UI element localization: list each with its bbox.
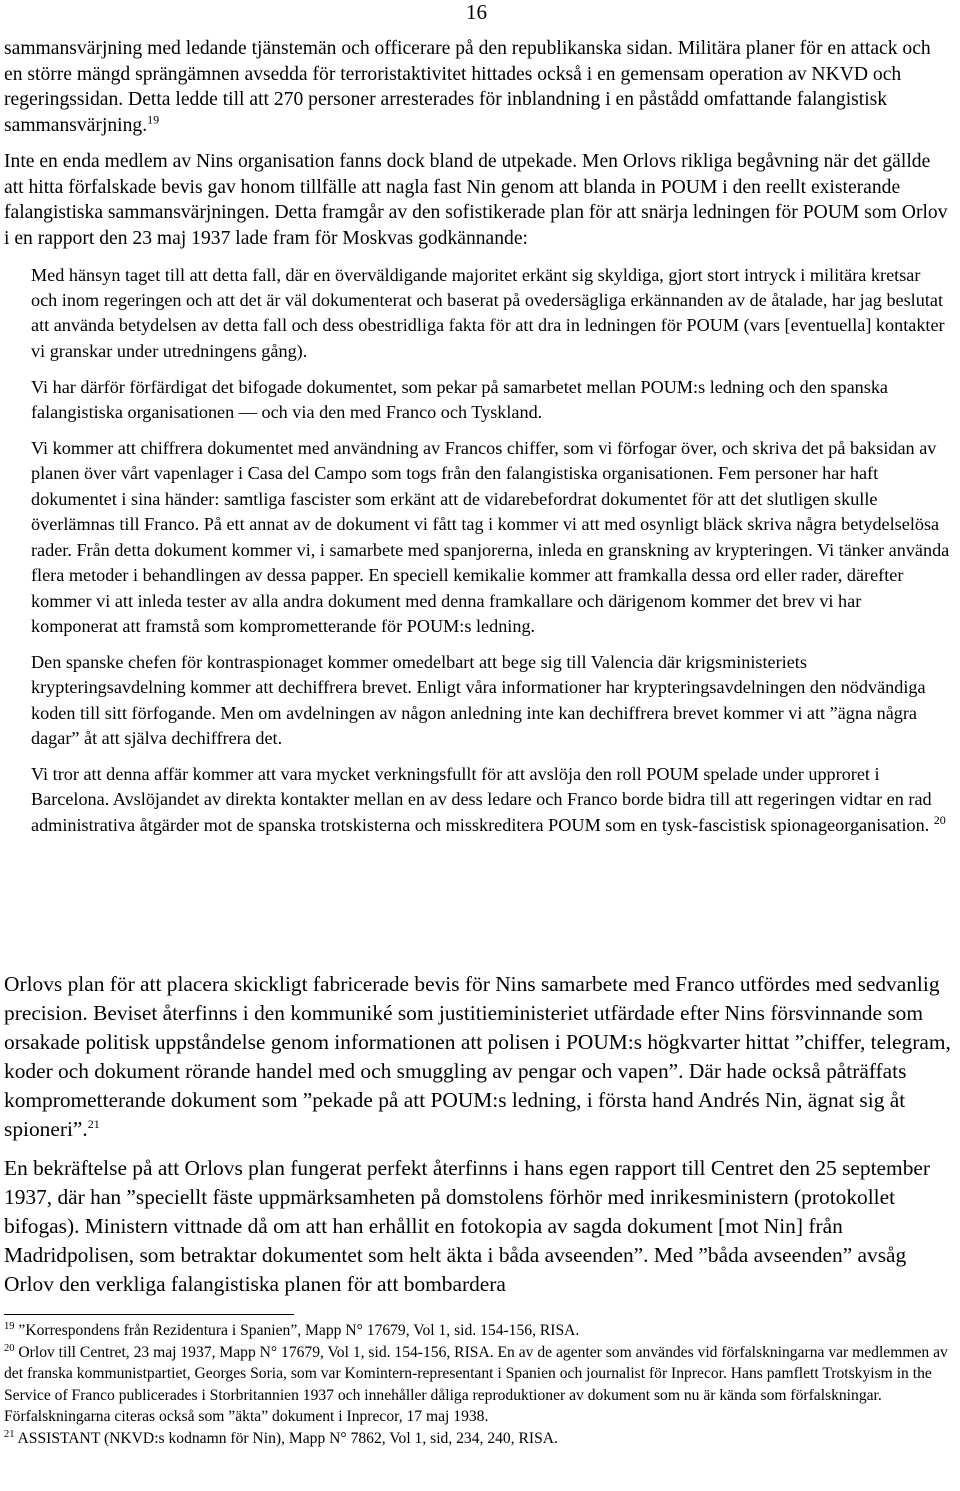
quote-paragraph: Med hänsyn taget till att detta fall, där en överväldigande majoritet erkänt sig skyldiga, gjort stort intryck i militära kretsar och inom regeringen och att det är väl dokumenterat och baserat på ovedersägliga erkännanden av de åtalade, har jag beslutat att använda betydelsen av detta fall och dess obestridliga fakta för att dra in ledningen för POUM (vars [eventuella] kontakter vi granskar under utredningens gång).	[31, 264, 945, 361]
quote-text: Vi tror att denna affär kommer att vara mycket verkningsfullt för att avslöja den roll POUM spelade under upproret i Barcelona. Avslöjandet av direkta kontakter mellan en av dess ledare och Franco borde bidra till att regeringen vidtar en rad administrativa åtgärder mot de spanska trotskisterna och misskreditera POUM som en tysk-fascistisk spionageorganisation.	[31, 763, 932, 835]
footnote	[4, 1342, 952, 1428]
main-text	[4, 36, 952, 849]
paragraph	[4, 36, 952, 139]
paragraph: Inte en enda medlem av Nins organisation fanns dock bland de utpekade. Men Orlovs rikliga begåvning när det gällde att hitta förfalskade bevis gav honom tillfälle att nagla fast Nin genom att blanda in POUM i den reellt existerande falangistiska sammansvärjningen. Detta framgår av den sofistikerade plan för att snärja ledningen för POUM som Orlov i en rapport den 23 maj 1937 lade fram för Moskvas godkännande:	[4, 150, 948, 249]
footnote-number: 19	[4, 1320, 15, 1332]
quote-paragraph: Vi har därför förfärdigat det bifogade dokumentet, som pekar på samarbetet mellan POUM:s ledning och den spanska falangistiska organisationen — och via den med Franco och Tyskland.	[31, 376, 888, 423]
paragraph	[4, 970, 952, 1143]
footnote-ref[interactable]: 19	[147, 112, 160, 127]
footnote-text: ASSISTANT (NKVD:s kodnamn för Nin), Mapp N° 7862, Vol 1, sid, 234, 240, RISA.	[17, 1429, 558, 1447]
quote-paragraph: Den spanske chefen för kontraspionaget kommer omedelbart att bege sig till Valencia där krigsministeriets krypteringsavdelning kommer att dechiffrera brevet. Enligt våra informationer har krypteringsavdelningen den nödvändiga koden till sitt förfogande. Men om avdelningen av någon anledning inte kan dechiffrera brevet kommer vi att ”ägna några dagar” åt att själva dechiffrera det.	[31, 651, 926, 749]
footnote-divider	[4, 1314, 294, 1315]
page-number: 16	[466, 0, 487, 24]
lower-text	[4, 970, 952, 1310]
footnote-ref[interactable]: 21	[87, 1116, 100, 1131]
footnote-text: Orlov till Centret, 23 maj 1937, Mapp N° 17679, Vol 1, sid. 154-156, RISA. En av de agenter som användes vid förfalskningarna var medlemmen av det franska kommunistpartiet, Georges Soria, som var Komintern-representant i Spanien och journalist för Inprecor. Hans pamflett Trotskyism in the Service of Franco publicerades i Storbritannien 1937 och innehåller dåliga reproduktioner av dokument som nu är kända som förfalskningar. Förfalskningarna citeras också som ”äkta” dokument i Inprecor, 17 maj 1938.	[4, 1343, 948, 1425]
footnotes	[4, 1320, 952, 1449]
footnote	[4, 1320, 952, 1342]
footnote-ref[interactable]: 20	[933, 812, 946, 827]
quote-paragraph: Vi kommer att chiffrera dokumentet med användning av Francos chiffer, som vi förfogar över, och skriva det på baksidan av planen över vårt vapenlager i Casa del Campo som togs från den falangistiska organisationen. Fem personer har haft dokumentet i sina händer: samtliga fascister som erkänt att de vidarebefordrat dokumentet för att det slutligen skulle överlämnas till Franco. På ett annat av de dokument vi fått tag i kommer vi att med osynligt bläck skriva några betydelselösa rader. Från detta dokument kommer vi, i samarbete med spanjorerna, inleda en granskning av krypteringen. Vi tänker använda flera metoder i behandlingen av dessa papper. En speciell kemikalie kommer att framkalla dessa ord eller rader, därefter kommer vi att inleda tester av alla andra dokument med denna framkallare och därigenom kommer det brev vi har komponerat att framstå som komprometterande för POUM:s ledning.	[31, 438, 950, 636]
footnote-text: ”Korrespondens från Rezidentura i Spanien”, Mapp N° 17679, Vol 1, sid. 154-156, RISA.	[18, 1322, 580, 1339]
paragraph-text: Orlovs plan för att placera skickligt fabricerade bevis för Nins samarbete med Franco utfördes med sedvanlig precision. Beviset återfinns i den kommuniké som justitieministeriet utfärdade efter Nins försvinnande som orsakade politisk uppståndelse genom informationen att polisen i POUM:s högkvarter hittat ”chiffer, telegram, koder och dokument rörande handel med och smuggling av pengar och vapen”. Där hade också påträffats komprometterande dokument som ”pekade på att POUM:s ledning, i första hand Andrés Nin, ägnat sig åt spioneri”.	[4, 972, 951, 1141]
footnote-number: 21	[4, 1428, 15, 1440]
footnote-number: 20	[4, 1342, 15, 1354]
paragraph: En bekräftelse på att Orlovs plan fungerat perfekt återfinns i hans egen rapport till Centret den 25 september 1937, där han ”speciellt fäste uppmärksamheten på domstolens förhör med inrikesministern (protokollet bifogas). Ministern vittnade då om att han erhållit en fotokopia av sagda dokument [mot Nin] från Madridpolisen, som betraktar dokumentet som helt äkta i båda avseenden”. Med ”båda avseenden” avsåg Orlov den verkliga falangistiska planen för att bombardera	[4, 1156, 931, 1297]
block-quote	[31, 263, 950, 839]
footnote	[4, 1428, 952, 1450]
paragraph-text: sammansvärjning med ledande tjänstemän och officerare på den republikanska sidan. Militära planer för en attack och en större mängd sprängämnen avsedda för terroristaktivitet hittades också i en gemensam operation av NKVD och regeringssidan. Detta ledde till att 270 personer arresterades för inblandning i en påstådd omfattande falangistisk sammansvärjning.	[4, 38, 931, 137]
quote-paragraph	[31, 762, 950, 838]
